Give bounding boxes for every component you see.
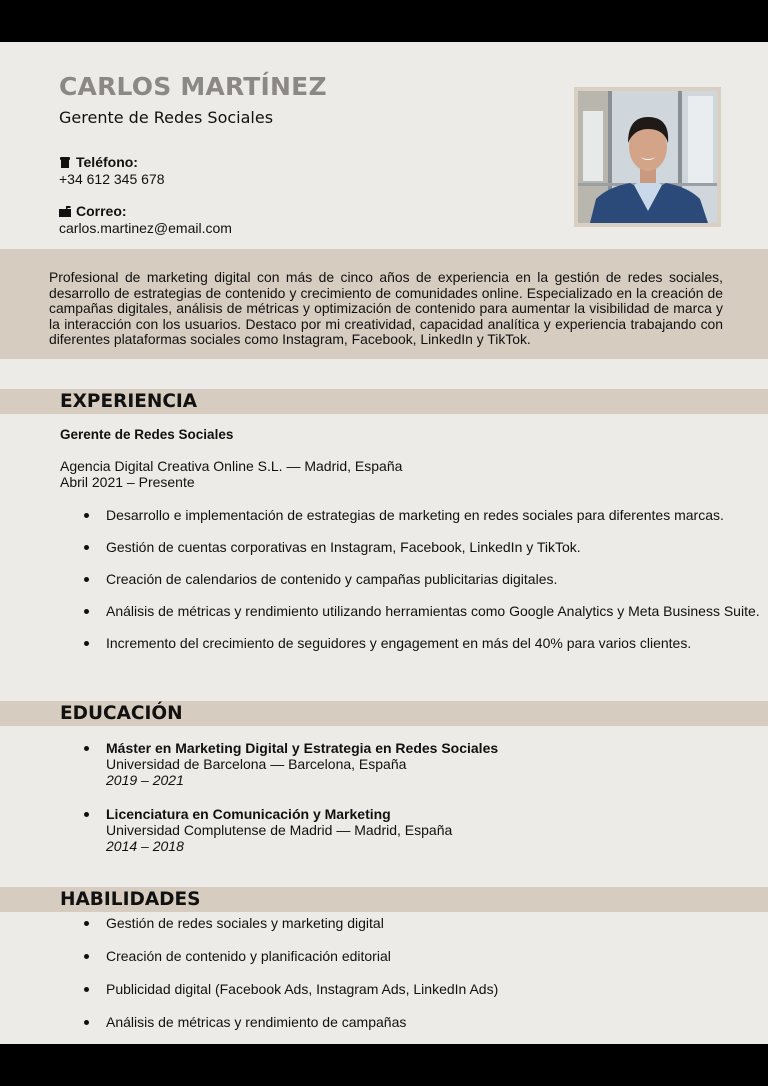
list-item: Incremento del crecimiento de seguidores y engagement en más del 40% para varios clientes. [0,635,740,651]
company-name: Agencia Digital Creativa Online S.L. — Madrid, España [60,458,403,474]
phone-icon [59,157,71,168]
experience-heading: EXPERIENCIA [60,391,198,412]
summary-band [0,249,768,359]
job-title: Gerente de Redes Sociales [60,427,234,442]
degree-years: 2019 – 2021 [106,772,184,788]
education-list [0,740,740,872]
skills-list [0,915,740,1044]
job-period: Abril 2021 – Presente [60,474,195,490]
list-item: Análisis de métricas y rendimiento de campañas [0,1014,740,1030]
phone-label: Teléfono: [76,154,138,170]
list-item [0,740,740,788]
list-item: Análisis de métricas y rendimiento utilizando herramientas como Google Analytics y Meta Business Suite. [0,603,760,619]
contact-phone [59,154,165,188]
contact-email [59,203,232,237]
candidate-role: Gerente de Redes Sociales [59,108,274,127]
list-item: Gestión de cuentas corporativas en Instagram, Facebook, LinkedIn y TikTok. [0,539,740,555]
profile-photo [574,87,721,227]
school-name: Universidad de Barcelona — Barcelona, España [106,756,407,772]
degree-name: Máster en Marketing Digital y Estrategia en Redes Sociales [106,740,499,756]
degree-years: 2014 – 2018 [106,838,184,854]
phone-value: +34 612 345 678 [59,171,165,187]
resume-page [0,42,768,1044]
list-item: Desarrollo e implementación de estrategias de marketing en redes sociales para diferentes marcas. [0,507,740,523]
candidate-name: CARLOS MARTÍNEZ [59,72,327,101]
list-item [0,806,740,854]
profile-photo-image [578,91,717,223]
list-item: Creación de contenido y planificación editorial [0,948,740,964]
mailbox-icon [59,206,71,217]
education-section-bar [0,701,768,726]
education-heading: EDUCACIÓN [60,703,183,724]
skills-heading: HABILIDADES [60,889,201,910]
profile-summary: Profesional de marketing digital con más de cinco años de experiencia en la gestión de redes sociales, desarrollo de estrategias de contenido y crecimiento de comunidades online. Especializado en la creación de campañas digitales, análisis de métricas y optimización de contenido para aumentar la visibilidad de marca y la interacción con los usuarios. Destaco por mi creatividad, capacidad analítica y experiencia trabajando con diferentes plataformas sociales como Instagram, Facebook, LinkedIn y TikTok. [49,269,723,348]
job-company [60,458,402,490]
experience-section-bar [0,389,768,414]
list-item: Creación de calendarios de contenido y campañas publicitarias digitales. [0,571,740,587]
email-value: carlos.martinez@email.com [59,220,232,236]
school-name: Universidad Complutense de Madrid — Madrid, España [106,822,453,838]
list-item: Gestión de redes sociales y marketing digital [0,915,740,931]
list-item: Publicidad digital (Facebook Ads, Instagram Ads, LinkedIn Ads) [0,981,740,997]
email-label: Correo: [76,203,127,219]
experience-list [0,507,760,667]
skills-section-bar [0,887,768,912]
degree-name: Licenciatura en Comunicación y Marketing [106,806,391,822]
